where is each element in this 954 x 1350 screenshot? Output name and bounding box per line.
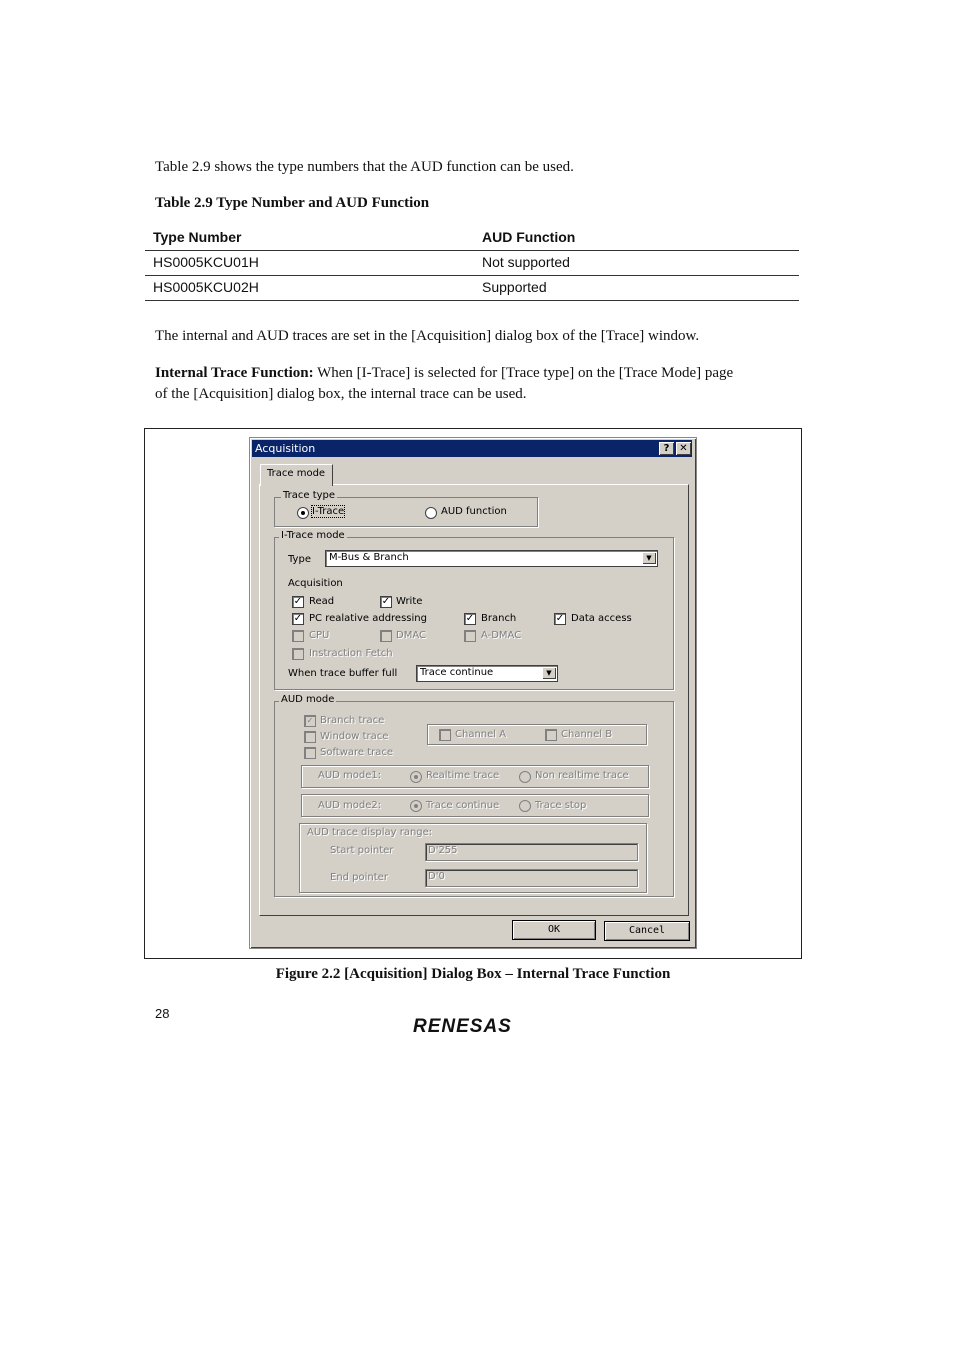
non-realtime-trace-radio[interactable] bbox=[519, 771, 531, 783]
header-type-number: Type Number bbox=[153, 229, 242, 245]
header-aud-function: AUD Function bbox=[482, 229, 576, 245]
read-label[interactable]: Read bbox=[309, 596, 335, 607]
trace-continue-radio[interactable] bbox=[410, 800, 422, 812]
window-trace-checkbox[interactable] bbox=[304, 731, 316, 743]
branch-label[interactable]: Branch bbox=[481, 613, 517, 624]
start-pointer-field[interactable] bbox=[425, 843, 638, 861]
chevron-down-icon[interactable]: ▼ bbox=[642, 552, 656, 564]
channel-a-label[interactable]: Channel A bbox=[455, 729, 507, 740]
internal-trace-heading: Internal Trace Function: bbox=[155, 365, 314, 381]
paragraph-line2: of the [Acquisition] dialog box, the internal trace can be used. bbox=[155, 386, 527, 402]
write-label[interactable]: Write bbox=[396, 596, 423, 607]
admac-checkbox[interactable] bbox=[464, 630, 476, 642]
aud-mode2-label: AUD mode2: bbox=[318, 800, 382, 811]
non-realtime-trace-label[interactable]: Non realtime trace bbox=[535, 770, 629, 781]
realtime-trace-radio[interactable] bbox=[410, 771, 422, 783]
cpu-label[interactable]: CPU bbox=[309, 630, 330, 641]
trace-continue-label[interactable]: Trace continue bbox=[426, 800, 500, 811]
channel-a-checkbox[interactable] bbox=[439, 729, 451, 741]
window-trace-label[interactable]: Window trace bbox=[320, 731, 389, 742]
paragraph-acquisition: The internal and AUD traces are set in the [Acquisition] dialog box of the [Trace] window. bbox=[155, 328, 700, 344]
table-row bbox=[145, 276, 799, 301]
close-button[interactable]: ✕ bbox=[676, 442, 691, 455]
type-label: Type bbox=[288, 554, 311, 565]
buffer-full-value: Trace continue bbox=[420, 667, 494, 678]
help-button[interactable]: ? bbox=[659, 442, 674, 455]
acquisition-label: Acquisition bbox=[288, 578, 343, 589]
buffer-full-label: When trace buffer full bbox=[288, 668, 398, 679]
itrace-radio[interactable] bbox=[297, 507, 309, 519]
cell-aud-function: Not supported bbox=[482, 254, 570, 270]
end-pointer-field[interactable] bbox=[425, 869, 638, 887]
instruction-fetch-checkbox[interactable] bbox=[292, 648, 304, 660]
table-caption: Table 2.9 Type Number and AUD Function bbox=[155, 195, 430, 211]
itrace-mode-label: I-Trace mode bbox=[281, 530, 345, 541]
type-number-table bbox=[145, 226, 799, 301]
channel-b-checkbox[interactable] bbox=[545, 729, 557, 741]
acquisition-dialog bbox=[249, 437, 697, 949]
admac-label[interactable]: A-DMAC bbox=[481, 630, 522, 641]
dmac-label[interactable]: DMAC bbox=[396, 630, 426, 641]
data-access-checkbox[interactable]: ✓ bbox=[555, 613, 565, 624]
pc-relative-checkbox[interactable]: ✓ bbox=[293, 613, 303, 624]
type-select[interactable] bbox=[325, 550, 658, 567]
branch-trace-checkbox[interactable]: ✓ bbox=[304, 715, 316, 727]
type-select-value: M-Bus & Branch bbox=[329, 552, 409, 563]
cell-aud-function: Supported bbox=[482, 279, 547, 295]
start-pointer-label: Start pointer bbox=[330, 845, 394, 856]
aud-mode1-label: AUD mode1: bbox=[318, 770, 382, 781]
software-trace-checkbox[interactable] bbox=[304, 747, 316, 759]
aud-function-radio-label[interactable]: AUD function bbox=[441, 506, 507, 517]
end-pointer-value: D'0 bbox=[428, 871, 445, 882]
read-checkbox[interactable]: ✓ bbox=[293, 596, 303, 607]
table-row bbox=[145, 251, 799, 276]
write-checkbox[interactable]: ✓ bbox=[381, 596, 391, 607]
branch-checkbox[interactable]: ✓ bbox=[465, 613, 475, 624]
branch-trace-label[interactable]: Branch trace bbox=[320, 715, 385, 726]
page-number: 28 bbox=[155, 1006, 170, 1021]
data-access-label[interactable]: Data access bbox=[571, 613, 632, 624]
dialog-titlebar bbox=[252, 440, 692, 457]
aud-mode-label: AUD mode bbox=[281, 694, 335, 705]
pc-relative-label[interactable]: PC realative addressing bbox=[309, 613, 427, 624]
buffer-full-select[interactable] bbox=[416, 665, 558, 682]
trace-stop-radio[interactable] bbox=[519, 800, 531, 812]
tab-label: Trace mode bbox=[267, 468, 326, 479]
cancel-button[interactable]: Cancel bbox=[604, 921, 690, 941]
figure-caption: Figure 2.2 [Acquisition] Dialog Box – Internal Trace Function bbox=[275, 966, 671, 982]
chevron-down-icon[interactable]: ▼ bbox=[542, 667, 556, 679]
dialog-title: Acquisition bbox=[255, 442, 316, 455]
tab-trace-mode[interactable] bbox=[260, 464, 333, 486]
paragraph-internal-trace bbox=[155, 363, 795, 405]
paragraph-line1: When [I-Trace] is selected for [Trace type] on the [Trace Mode] page bbox=[313, 365, 734, 381]
software-trace-label[interactable]: Software trace bbox=[320, 747, 394, 758]
realtime-trace-label[interactable]: Realtime trace bbox=[426, 770, 500, 781]
renesas-logo: RENESAS bbox=[413, 1016, 512, 1037]
trace-type-label: Trace type bbox=[283, 490, 336, 501]
ok-button[interactable]: OK bbox=[512, 920, 596, 940]
cpu-checkbox[interactable] bbox=[292, 630, 304, 642]
itrace-radio-label[interactable]: I-Trace bbox=[312, 506, 345, 517]
instruction-fetch-label[interactable]: Instraction Fetch bbox=[309, 648, 393, 659]
start-pointer-value: D'255 bbox=[428, 845, 458, 856]
trace-stop-label[interactable]: Trace stop bbox=[535, 800, 587, 811]
channel-b-label[interactable]: Channel B bbox=[561, 729, 613, 740]
cell-type-number: HS0005KCU01H bbox=[153, 254, 259, 270]
table-header-row bbox=[145, 226, 799, 251]
display-range-label: AUD trace display range: bbox=[307, 827, 433, 838]
cell-type-number: HS0005KCU02H bbox=[153, 279, 259, 295]
dmac-checkbox[interactable] bbox=[380, 630, 392, 642]
intro-text: Table 2.9 shows the type numbers that the AUD function can be used. bbox=[155, 159, 574, 175]
aud-function-radio[interactable] bbox=[425, 507, 437, 519]
end-pointer-label: End pointer bbox=[330, 872, 388, 883]
